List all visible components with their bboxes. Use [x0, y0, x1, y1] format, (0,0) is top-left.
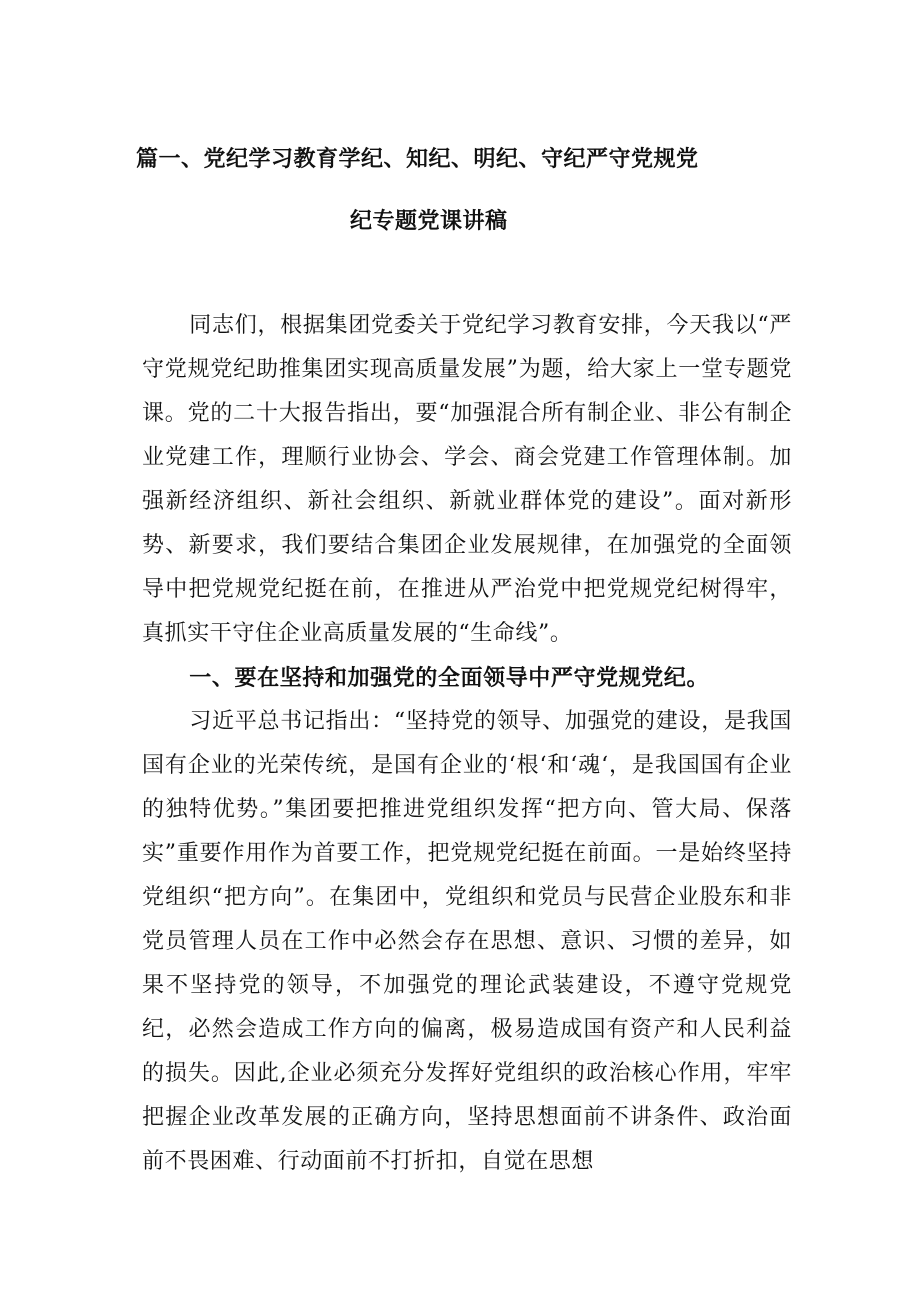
section-1-paragraph: 习近平总书记指出：“坚持党的领导、加强党的建设，是我国国有企业的光荣传统，是国有企业的‘根‘和‘魂‘，是我国国有企业的独特优势。”集团要把推进党组织发挥“把方向、管大局、保落实”重要作用作为首要工作，把党规党纪挺在前面。一是始终坚持党组织“把方向”。在集团中，党组织和党员与民营企业股东和非党员管理人员在工作中必然会存在思想、意识、习惯的差异，如果不坚持党的领导，不加强党的理论武装建设，不遵守党规党纪，必然会造成工作方向的偏离，极易造成国有资产和人民利益的损失。因此,企业必须充分发挥好党组织的政治核心作用，牢牢把握企业改革发展的正确方向，坚持思想面前不讲条件、政治面前不畏困难、行动面前不打折扣，自觉在思想: [142, 709, 792, 1174]
document-body: [142, 304, 792, 1184]
intro-paragraph: 同志们，根据集团党委关于党纪学习教育安排，今天我以“严守党规党纪助推集团实现高质量发展”为题，给大家上一堂专题党课。党的二十大报告指出，要“加强混合所有制企业、非公有制企业党建工作，理顺行业协会、学会、商会党建工作管理体制。加强新经济组织、新社会组织、新就业群体党的建设”。面对新形势、新要求，我们要结合集团企业发展规律，在加强党的全面领导中把党规党纪挺在前，在推进从严治党中把党规党纪树得牢，真抓实干守住企业高质量发展的“生命线”。: [142, 313, 792, 646]
document-title-line-2: 纪专题党课讲稿: [350, 208, 508, 234]
document-title-line-1: 篇一、党纪学习教育学纪、知纪、明纪、守纪严守党规党: [136, 146, 699, 172]
section-1-heading: 一、要在坚持和加强党的全面领导中严守党规党纪。: [189, 665, 710, 691]
